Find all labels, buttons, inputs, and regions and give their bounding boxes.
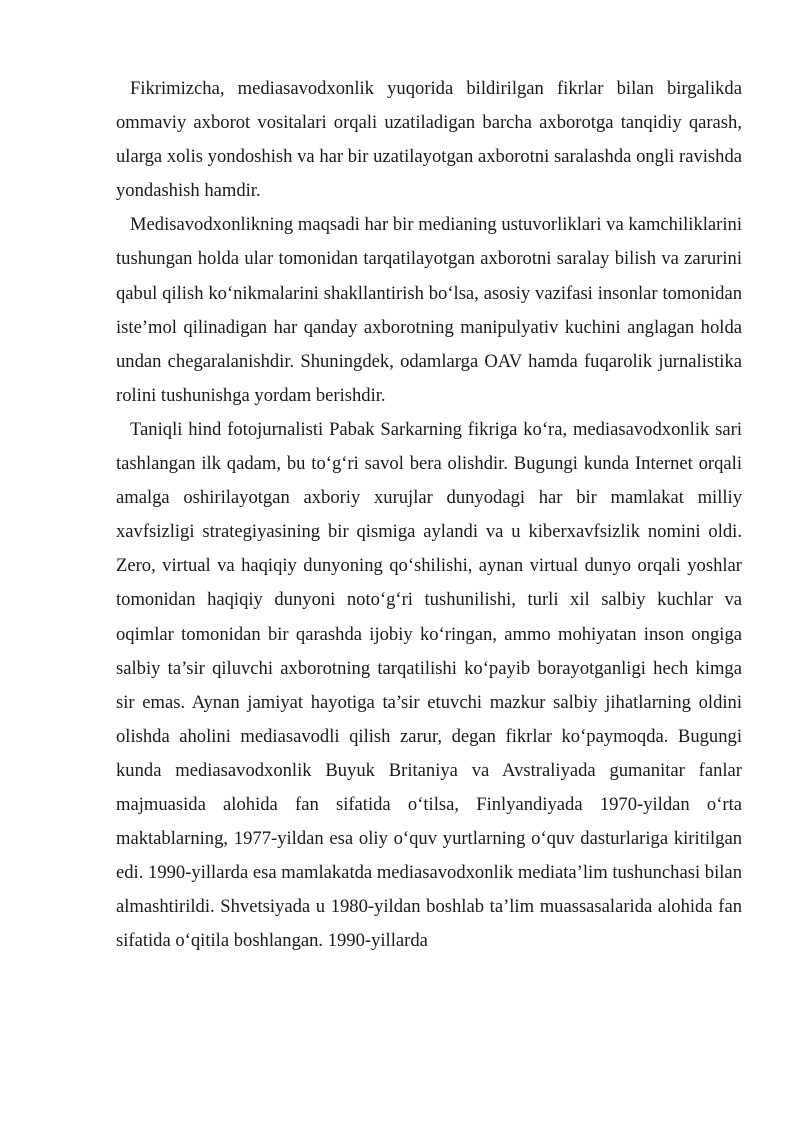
paragraph-2: Medisavodxonlikning maqsadi har bir medianing ustuvorliklari va kamchiliklarini tushungan holda ular tomonidan tarqatilayotgan axborotni saralay bilish va zarurini qabul qilish ko‘nikmalarini shakllantirish bo‘lsa, asosiy vazifasi insonlar tomonidan iste’mol qilinadigan har qanday axborotning manipulyativ kuchini anglagan holda undan chegaralanishdir. Shuningdek, odamlarga OAV hamda fuqarolik jurnalistika rolini tushunishga yordam berishdir.	[116, 214, 742, 406]
paragraph-3: Taniqli hind fotojurnalisti Pabak Sarkarning fikriga ko‘ra, mediasavodxonlik sari tashlangan ilk qadam, bu to‘g‘ri savol bera olishdir. Bugungi kunda Internet orqali amalga oshirilayotgan axboriy xurujlar dunyodagi har bir mamlakat milliy xavfsizligi strategiyasining bir qismiga aylandi va u kiberxavfsizlik nomini oldi. Zero, virtual va haqiqiy dunyoning qo‘shilishi, aynan virtual dunyo orqali yoshlar tomonidan haqiqiy dunyoni noto‘g‘ri tushunilishi, turli xil salbiy kuchlar va oqimlar tomonidan bir qarashda ijobiy ko‘ringan, ammo mohiyatan inson ongiga salbiy ta’sir qiluvchi axborotning tarqatilishi ko‘payib borayotganligi hech kimga sir emas. Aynan jamiyat hayotiga ta’sir etuvchi mazkur salbiy jihatlarning oldini olishda aholini mediasavodli qilish zarur, degan fikrlar ko‘paymoqda. Bugungi kunda mediasavodxonlik Buyuk Britaniya va Avstraliyada gumanitar fanlar majmuasida alohida fan sifatida o‘tilsa, Finlyandiyada 1970-yildan o‘rta maktablarning, 1977-yildan esa oliy o‘quv yurtlarning o‘quv dasturlariga kiritilgan edi. 1990-yillarda esa mamlakatda mediasavodxonlik mediata’lim tushunchasi bilan almashtirildi. Shvetsiyada u 1980-yildan boshlab ta’lim muassasalarida alohida fan sifatida o‘qitila boshlangan. 1990-yillarda	[116, 418, 742, 952]
document-page	[116, 72, 742, 958]
paragraph-1: Fikrimizcha, mediasavodxonlik yuqorida bildirilgan fikrlar bilan birgalikda ommaviy axborot vositalari orqali uzatiladigan barcha axborotga tanqidiy qarash, ularga xolis yondoshish va har bir uzatilayotgan axborotni saralashda ongli ravishda yondashish hamdir.	[116, 78, 742, 202]
